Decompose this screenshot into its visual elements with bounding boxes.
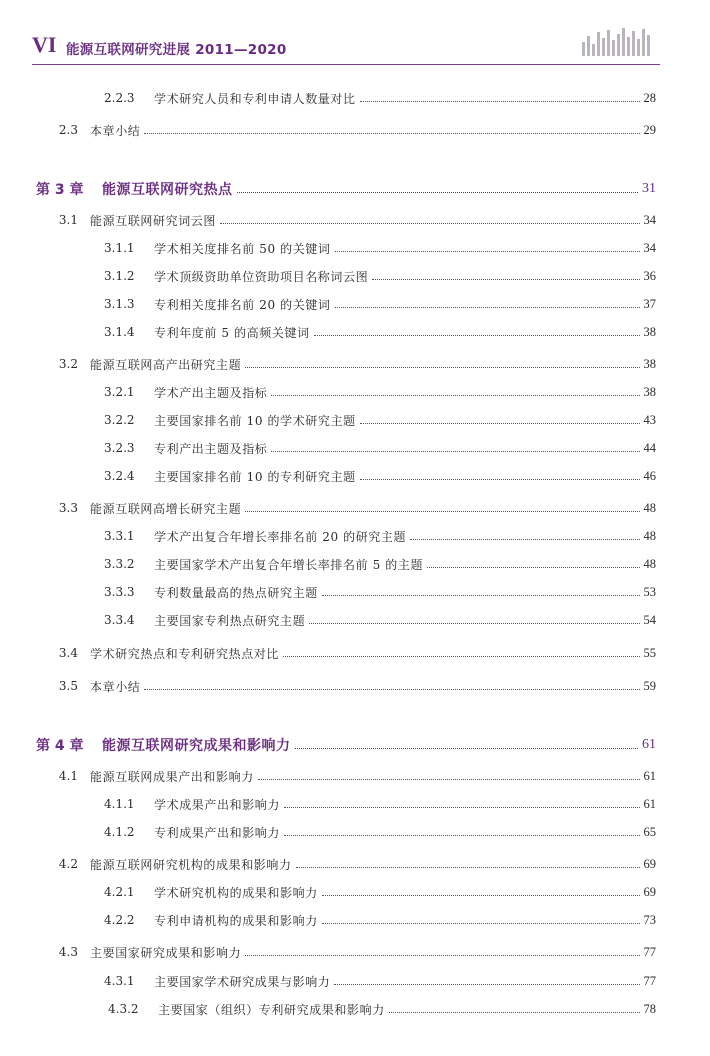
dot-leader	[334, 984, 639, 985]
dot-leader	[309, 623, 639, 624]
toc-entry-number: 3.3.1	[104, 529, 135, 543]
toc-entry-page: 54	[643, 612, 656, 627]
toc-entry-title: 主要国家排名前 10 的专利研究主题	[154, 469, 356, 484]
toc-entry[interactable]	[40, 120, 656, 140]
toc-entry-title: 主要国家研究成果和影响力	[90, 945, 242, 960]
toc-entry-number: 2.3	[58, 123, 78, 137]
dot-leader	[284, 807, 639, 808]
toc-entry-page: 48	[643, 500, 656, 515]
dot-leader	[144, 133, 639, 134]
toc-entry[interactable]	[104, 238, 656, 258]
dot-leader	[295, 748, 639, 749]
dot-leader	[389, 1012, 640, 1013]
dot-leader	[245, 367, 639, 368]
toc-entry[interactable]	[40, 854, 656, 874]
toc-entry-number: 3.3.3	[104, 585, 135, 599]
toc-entry-number: 4.3.1	[104, 974, 135, 988]
toc-entry-page: 69	[643, 856, 656, 871]
toc-entry-number: 3.4	[58, 646, 78, 660]
dot-leader	[283, 656, 639, 657]
dot-leader	[245, 511, 639, 512]
dot-leader	[335, 251, 640, 252]
toc-entry-number: 3.3.2	[104, 557, 135, 571]
toc-entry-number: 4.2.2	[104, 913, 135, 927]
toc-entry-page: 77	[643, 944, 656, 959]
toc-entry-page: 48	[643, 528, 656, 543]
dot-leader	[360, 101, 640, 102]
toc-entry[interactable]	[104, 294, 656, 314]
toc-entry-number: 4.2.1	[104, 885, 135, 899]
dot-leader	[271, 395, 639, 396]
toc-entry-number: 3.5	[58, 679, 78, 693]
toc-entry-number: 3.1.4	[104, 325, 135, 339]
toc-entry-title: 主要国家专利热点研究主题	[154, 613, 306, 628]
toc-entry[interactable]	[36, 179, 656, 199]
toc-entry[interactable]	[108, 999, 656, 1019]
toc-entry-page: 29	[643, 122, 656, 137]
toc-entry-title: 专利年度前 5 的高频关键词	[154, 325, 310, 340]
toc-entry[interactable]	[104, 971, 656, 991]
toc-entry-title: 能源互联网高产出研究主题	[90, 357, 242, 372]
toc-entry-page: 77	[643, 973, 656, 988]
toc-entry-number: 3.3.4	[104, 613, 135, 627]
toc-entry-title: 专利申请机构的成果和影响力	[154, 913, 318, 928]
toc-entry-number: 4.1	[58, 769, 78, 783]
dot-leader	[284, 835, 639, 836]
toc-entry-page: 53	[643, 584, 656, 599]
dot-leader	[237, 192, 639, 193]
toc-entry[interactable]	[104, 466, 656, 486]
toc-entry-page: 73	[643, 912, 656, 927]
toc-entry-page: 61	[643, 768, 656, 783]
toc-entry-title: 专利相关度排名前 20 的关键词	[154, 297, 331, 312]
toc-entry-page: 78	[643, 1001, 656, 1016]
toc-entry-number: 4.1.1	[104, 797, 135, 811]
toc-entry-title: 专利产出主题及指标	[154, 441, 268, 456]
toc-entry-title: 学术成果产出和影响力	[154, 797, 281, 812]
dot-leader	[144, 689, 639, 690]
toc-entry[interactable]	[40, 942, 656, 962]
toc-entry-number: 第 3 章	[36, 182, 84, 198]
toc-entry-page: 61	[643, 796, 656, 811]
toc-entry-page: 43	[643, 412, 656, 427]
toc-entry[interactable]	[36, 735, 656, 755]
toc-entry-title: 主要国家（组织）专利研究成果和影响力	[158, 1002, 385, 1017]
toc-entry-title: 能源互联网研究热点	[102, 182, 233, 198]
toc-entry-page: 59	[643, 678, 656, 693]
toc-entry-page: 61	[642, 737, 656, 752]
toc-entry-page: 38	[643, 356, 656, 371]
toc-entry[interactable]	[104, 266, 656, 286]
toc-entry[interactable]	[104, 794, 656, 814]
toc-entry-page: 69	[643, 884, 656, 899]
toc-entry[interactable]	[40, 354, 656, 374]
dot-leader	[410, 539, 639, 540]
toc-entry-number: 4.2	[58, 857, 78, 871]
dot-leader	[220, 223, 639, 224]
toc-entry-title: 学术研究热点和专利研究热点对比	[90, 646, 280, 661]
toc-entry[interactable]	[104, 382, 656, 402]
toc-entry-number: 3.2.3	[104, 441, 135, 455]
dot-leader	[372, 279, 639, 280]
toc-entry[interactable]	[40, 766, 656, 786]
toc-entry-page: 65	[643, 824, 656, 839]
toc-entry[interactable]	[104, 322, 656, 342]
toc-entry-title: 学术产出主题及指标	[154, 385, 268, 400]
dot-leader	[335, 307, 640, 308]
toc-entry-title: 主要国家学术研究成果与影响力	[154, 974, 331, 989]
toc-entry-number: 3.2.4	[104, 469, 135, 483]
dot-leader	[258, 779, 640, 780]
dot-leader	[245, 955, 639, 956]
toc-entry[interactable]	[104, 882, 656, 902]
toc-entry-page: 48	[643, 556, 656, 571]
toc-entry-page: 55	[643, 645, 656, 660]
toc-entry[interactable]	[104, 554, 656, 574]
toc-entry-page: 31	[642, 181, 656, 196]
dot-leader	[271, 451, 639, 452]
toc-entry-number: 4.3.2	[108, 1002, 139, 1016]
toc-entry-title: 能源互联网成果产出和影响力	[90, 769, 254, 784]
toc-entry[interactable]	[104, 822, 656, 842]
dot-leader	[314, 335, 640, 336]
toc-entry-number: 2.2.3	[104, 91, 135, 105]
toc-entry[interactable]	[104, 88, 656, 108]
dot-leader	[360, 479, 640, 480]
dot-leader	[427, 567, 639, 568]
dot-leader	[322, 895, 640, 896]
toc-entry-title: 能源互联网研究机构的成果和影响力	[90, 857, 292, 872]
toc-entry-number: 3.3	[58, 501, 78, 515]
toc-entry-page: 44	[643, 440, 656, 455]
toc-entry[interactable]	[104, 910, 656, 930]
toc-entry[interactable]	[40, 210, 656, 230]
toc-entry-number: 第 4 章	[36, 738, 84, 754]
toc-entry-page: 46	[643, 468, 656, 483]
toc-entry-number: 3.1.2	[104, 269, 135, 283]
dot-leader	[322, 923, 640, 924]
toc-entry-number: 4.1.2	[104, 825, 135, 839]
dot-leader	[296, 867, 640, 868]
toc-entry-title: 学术研究机构的成果和影响力	[154, 885, 318, 900]
toc-entry-title: 学术研究人员和专利申请人数量对比	[154, 91, 356, 106]
toc-entry-number: 3.1.3	[104, 297, 135, 311]
toc-entry[interactable]	[40, 643, 656, 663]
toc-entry-title: 专利成果产出和影响力	[154, 825, 281, 840]
toc-entry-number: 4.3	[58, 945, 78, 959]
toc-entry-title: 能源互联网高增长研究主题	[90, 501, 242, 516]
toc-entry[interactable]	[40, 676, 656, 696]
toc-entry[interactable]	[40, 498, 656, 518]
toc-entry-page: 34	[643, 212, 656, 227]
toc-entry-number: 3.2.1	[104, 385, 135, 399]
toc-entry-title: 本章小结	[90, 679, 141, 694]
toc-entry-number: 3.1	[58, 213, 78, 227]
toc-entry-title: 能源互联网研究词云图	[90, 213, 217, 228]
toc-entry-title: 主要国家排名前 10 的学术研究主题	[154, 413, 356, 428]
toc-entry-number: 3.1.1	[104, 241, 135, 255]
dot-leader	[360, 423, 640, 424]
toc-entry-title: 学术顶级资助单位资助项目名称词云图	[154, 269, 369, 284]
toc-entry[interactable]	[104, 410, 656, 430]
toc-entry-title: 本章小结	[90, 123, 141, 138]
toc-entry-page: 38	[643, 384, 656, 399]
toc-entry[interactable]	[104, 582, 656, 602]
dot-leader	[322, 595, 640, 596]
toc-entry-page: 34	[643, 240, 656, 255]
toc-entry-number: 3.2	[58, 357, 78, 371]
toc-entry-title: 学术相关度排名前 50 的关键词	[154, 241, 331, 256]
toc-entry-title: 专利数量最高的热点研究主题	[154, 585, 318, 600]
toc-entry-page: 38	[643, 324, 656, 339]
toc-entry[interactable]	[104, 610, 656, 630]
toc-entry-page: 28	[643, 90, 656, 105]
book-title: 能源互联网研究进展 2011—2020	[66, 42, 287, 58]
toc-entry-page: 36	[643, 268, 656, 283]
toc-entry-title: 主要国家学术产出复合年增长率排名前 5 的主题	[154, 557, 424, 572]
toc-entry-title: 学术产出复合年增长率排名前 20 的研究主题	[154, 529, 407, 544]
page-number-roman: VI	[32, 32, 57, 57]
toc-entry-page: 37	[643, 296, 656, 311]
toc-entry-number: 3.2.2	[104, 413, 135, 427]
toc-entry[interactable]	[104, 526, 656, 546]
toc-entry-title: 能源互联网研究成果和影响力	[102, 738, 291, 754]
toc-entry[interactable]	[104, 438, 656, 458]
